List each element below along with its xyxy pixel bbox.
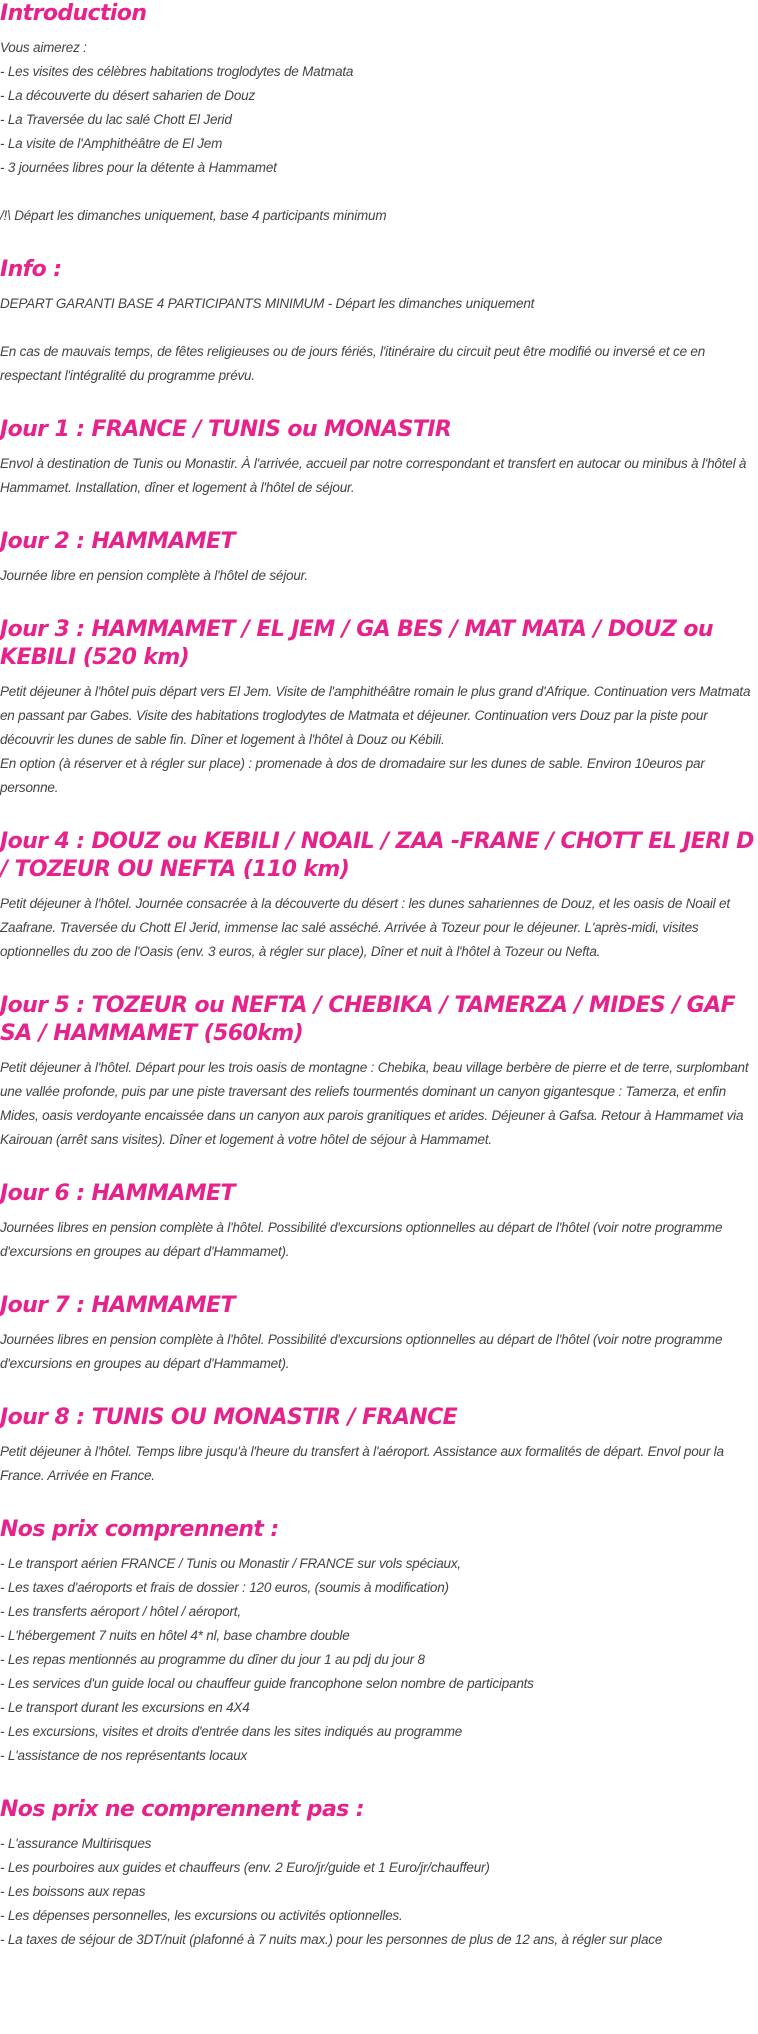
section (0, 992, 758, 1152)
section-heading: Jour 4 : DOUZ ou KEBILI / NOAIL / ZAA -FRANE / CHOTT EL JERI D / TOZEUR OU NEFTA (110 km) (0, 829, 754, 882)
section-paragraph: Journées libres en pension complète à l'hôtel. Possibilité d'excursions optionnelles au départ de l'hôtel (voir notre programme d'excursions en groupes au départ d'Hammamet). (0, 1220, 723, 1259)
heading-spacer (0, 444, 758, 452)
section (0, 1180, 758, 1264)
section-heading: Jour 3 : HAMMAMET / EL JEM / GA BES / MAT MATA / DOUZ ou KEBILI (520 km) (0, 617, 713, 670)
section-spacer (0, 1376, 758, 1404)
section-heading: Jour 8 : TUNIS OU MONASTIR / FRANCE (0, 1405, 458, 1430)
heading-spacer (0, 28, 758, 36)
section-heading: Nos prix comprennent : (0, 1517, 279, 1542)
heading-spacer (0, 556, 758, 564)
heading-spacer (0, 1208, 758, 1216)
section-paragraph: Journées libres en pension complète à l'hôtel. Possibilité d'excursions optionnelles au départ de l'hôtel (voir notre programme d'excursions en groupes au départ d'Hammamet). (0, 1332, 723, 1371)
section-paragraph: Envol à destination de Tunis ou Monastir. À l'arrivée, accueil par notre correspondant et transfert en autocar ou minibus à l'hôtel à Hammamet. Installation, dîner et logement à l'hôtel de séjour. (0, 456, 747, 495)
heading-spacer (0, 884, 758, 892)
heading-spacer (0, 284, 758, 292)
heading-spacer (0, 1432, 758, 1440)
section-heading: Jour 1 : FRANCE / TUNIS ou MONASTIR (0, 417, 452, 442)
section-heading: Nos prix ne comprennent pas : (0, 1797, 364, 1822)
section-paragraph: DEPART GARANTI BASE 4 PARTICIPANTS MINIMUM - Départ les dimanches uniquement (0, 296, 535, 311)
section-paragraph: Journée libre en pension complète à l'hôtel de séjour. (0, 568, 308, 583)
heading-spacer (0, 1320, 758, 1328)
section (0, 828, 758, 964)
section-spacer (0, 588, 758, 616)
section-spacer (0, 500, 758, 528)
section (0, 416, 758, 500)
section-heading: Introduction (0, 1, 147, 26)
section-heading: Jour 5 : TOZEUR ou NEFTA / CHEBIKA / TAMERZA / MIDES / GAF SA / HAMMAMET (560km) (0, 993, 735, 1046)
section (0, 616, 758, 800)
section-paragraph: - Le transport aérien FRANCE / Tunis ou Monastir / FRANCE sur vols spéciaux, - Les taxes d'aéroports et frais de dossier : 120 euros, (soumis à modification) - Les transferts aéroport / hôtel / aéroport, - L'hébergement 7 nuits en hôtel 4* nl, base chambre double - Les repas mentionnés au programme du dîner du jour 1 au pdj du jour 8 - Les services d'un guide local ou chauffeur guide francophone selon nombre de participants - Le transport durant les excursions en 4X4 - Les excursions, visites et droits d'entrée dans les sites indiqués au programme - L'assistance de nos représentants locaux (0, 1556, 534, 1763)
section (0, 1796, 758, 1952)
section-heading: Info : (0, 257, 62, 282)
section-paragraph: - L'assurance Multirisques - Les pourboires aux guides et chauffeurs (env. 2 Euro/jr/guide et 1 Euro/jr/chauffeur) - Les boissons aux repas - Les dépenses personnelles, les excursions ou activités optionnelles. - La taxes de séjour de 3DT/nuit (plafonné à 7 nuits max.) pour les personnes de plus de 12 ans, à régler sur place (0, 1836, 663, 1947)
section-spacer (0, 388, 758, 416)
section-paragraph: Petit déjeuner à l'hôtel puis départ vers El Jem. Visite de l'amphithéâtre romain le plus grand d'Afrique. Continuation vers Matmata en passant par Gabes. Visite des habitations troglodytes de Matmata et déjeuner. Continuation vers Douz par la piste pour découvrir les dunes de sable fin. Dîner et logement à l'hôtel à Douz ou Kébili. En option (à réserver et à régler sur place) : promenade à dos de dromadaire sur les dunes de sable. Environ 10euros par personne. (0, 684, 751, 795)
heading-spacer (0, 672, 758, 680)
section-spacer (0, 1264, 758, 1292)
heading-spacer (0, 1544, 758, 1552)
section-paragraph: Vous aimerez : - Les visites des célèbres habitations troglodytes de Matmata - La découverte du désert saharien de Douz - La Traversée du lac salé Chott El Jerid - La visite de l'Amphithéâtre de El Jem - 3 journées libres pour la détente à Hammamet (0, 40, 354, 175)
section (0, 1292, 758, 1376)
section-paragraph: Petit déjeuner à l'hôtel. Journée consacrée à la découverte du désert : les dunes sahariennes de Douz, et les oasis de Noail et Zaafrane. Traversée du Chott El Jerid, immense lac salé asséché. Arrivée à Tozeur pour le déjeuner. L'après-midi, visites optionnelles du zoo de l'Oasis (env. 3 euros, à régler sur place), Dîner et nuit à l'hôtel à Tozeur ou Nefta. (0, 896, 730, 959)
section-spacer (0, 1152, 758, 1180)
section-paragraph: En cas de mauvais temps, de fêtes religieuses ou de jours fériés, l'itinéraire du circuit peut être modifié ou inversé et ce en respectant l'intégralité du programme prévu. (0, 344, 706, 383)
section-heading: Jour 7 : HAMMAMET (0, 1293, 235, 1318)
section-heading: Jour 2 : HAMMAMET (0, 529, 235, 554)
section (0, 1516, 758, 1768)
section (0, 0, 758, 228)
heading-spacer (0, 1048, 758, 1056)
section-spacer (0, 1768, 758, 1796)
paragraph-spacer (0, 180, 758, 204)
section-paragraph: Petit déjeuner à l'hôtel. Temps libre jusqu'à l'heure du transfert à l'aéroport. Assistance aux formalités de départ. Envol pour la France. Arrivée en France. (0, 1444, 724, 1483)
section (0, 528, 758, 588)
section-paragraph: Petit déjeuner à l'hôtel. Départ pour les trois oasis de montagne : Chebika, beau village berbère de pierre et de terre, surplombant une vallée profonde, puis par une piste traversant des reliefs tourmentés dominant un canyon gigantesque : Tamerza, et enfin Mides, oasis verdoyante encaissée dans un canyon aux parois granitiques et arides. Déjeuner à Gafsa. Retour à Hammamet via Kairouan (arrêt sans visites). Dîner et logement à votre hôtel de séjour à Hammamet. (0, 1060, 749, 1147)
section (0, 256, 758, 388)
section-heading: Jour 6 : HAMMAMET (0, 1181, 235, 1206)
heading-spacer (0, 1824, 758, 1832)
section-spacer (0, 1488, 758, 1516)
section-paragraph: /!\ Départ les dimanches uniquement, base 4 participants minimum (0, 208, 387, 223)
section-spacer (0, 228, 758, 256)
section (0, 1404, 758, 1488)
paragraph-spacer (0, 316, 758, 340)
section-spacer (0, 964, 758, 992)
section-spacer (0, 800, 758, 828)
